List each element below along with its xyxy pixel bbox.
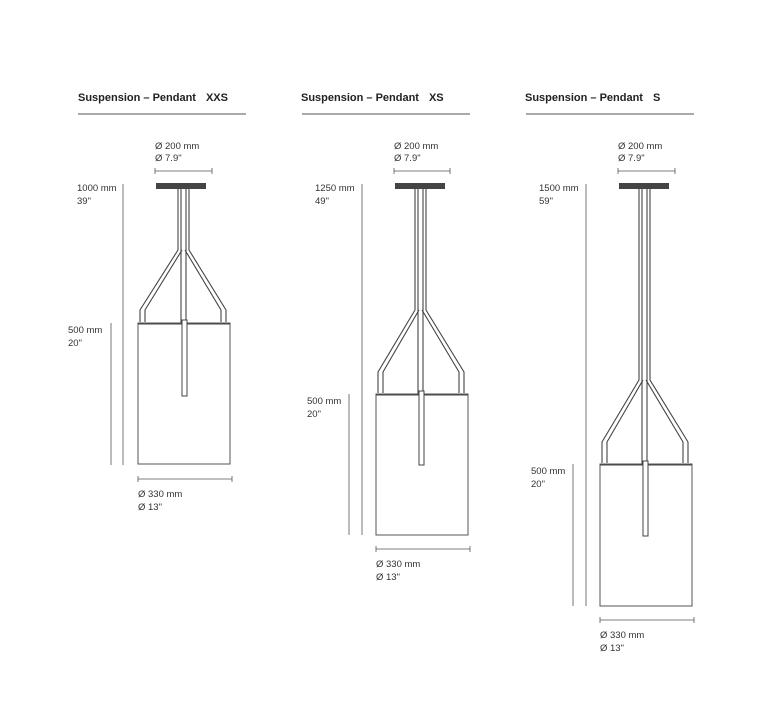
model-xxs-height-mm: 1000 mm [77, 183, 117, 194]
model-s [525, 92, 694, 654]
model-s-canopy-in: Ø 7.9" [618, 153, 645, 164]
model-xs [301, 92, 470, 583]
model-s-lamp [600, 183, 692, 606]
model-xxs-canopy-in: Ø 7.9" [155, 153, 182, 164]
model-xs-height-in: 49" [315, 196, 329, 207]
model-xxs-title: Suspension – Pendant XXS [78, 92, 228, 104]
model-xs-canopy [395, 183, 445, 189]
model-s-height-mm: 1500 mm [539, 183, 579, 194]
model-s-shade-h-in: 20" [531, 479, 545, 490]
model-xs-canopy-mm: Ø 200 mm [394, 141, 439, 152]
model-xxs-shade-d-in: Ø 13" [138, 502, 162, 513]
model-xxs-canopy [156, 183, 206, 189]
model-xs-lamp [376, 183, 468, 535]
model-s-shade-d-in: Ø 13" [600, 643, 624, 654]
model-s-height-in: 59" [539, 196, 553, 207]
model-xs-canopy-in: Ø 7.9" [394, 153, 421, 164]
model-s-shade-d-mm: Ø 330 mm [600, 630, 645, 641]
model-xxs-height-in: 39" [77, 196, 91, 207]
model-s-canopy [619, 183, 669, 189]
model-xs-shade-d-mm: Ø 330 mm [376, 559, 421, 570]
model-xs-title: Suspension – Pendant XS [301, 92, 444, 104]
model-xxs-shade-d-mm: Ø 330 mm [138, 489, 183, 500]
model-s-shade-h-mm: 500 mm [531, 466, 566, 477]
model-xs-shade-d-in: Ø 13" [376, 572, 400, 583]
model-xs-shade-h-in: 20" [307, 409, 321, 420]
model-s-title: Suspension – Pendant S [525, 92, 661, 104]
model-xxs-shade-h-in: 20" [68, 338, 82, 349]
model-xxs-canopy-mm: Ø 200 mm [155, 141, 200, 152]
model-xxs [68, 92, 246, 513]
model-xs-height-mm: 1250 mm [315, 183, 355, 194]
model-s-canopy-mm: Ø 200 mm [618, 141, 663, 152]
model-xxs-shade-h-mm: 500 mm [68, 325, 103, 336]
model-xxs-lamp [138, 183, 230, 464]
model-xs-shade-h-mm: 500 mm [307, 396, 342, 407]
